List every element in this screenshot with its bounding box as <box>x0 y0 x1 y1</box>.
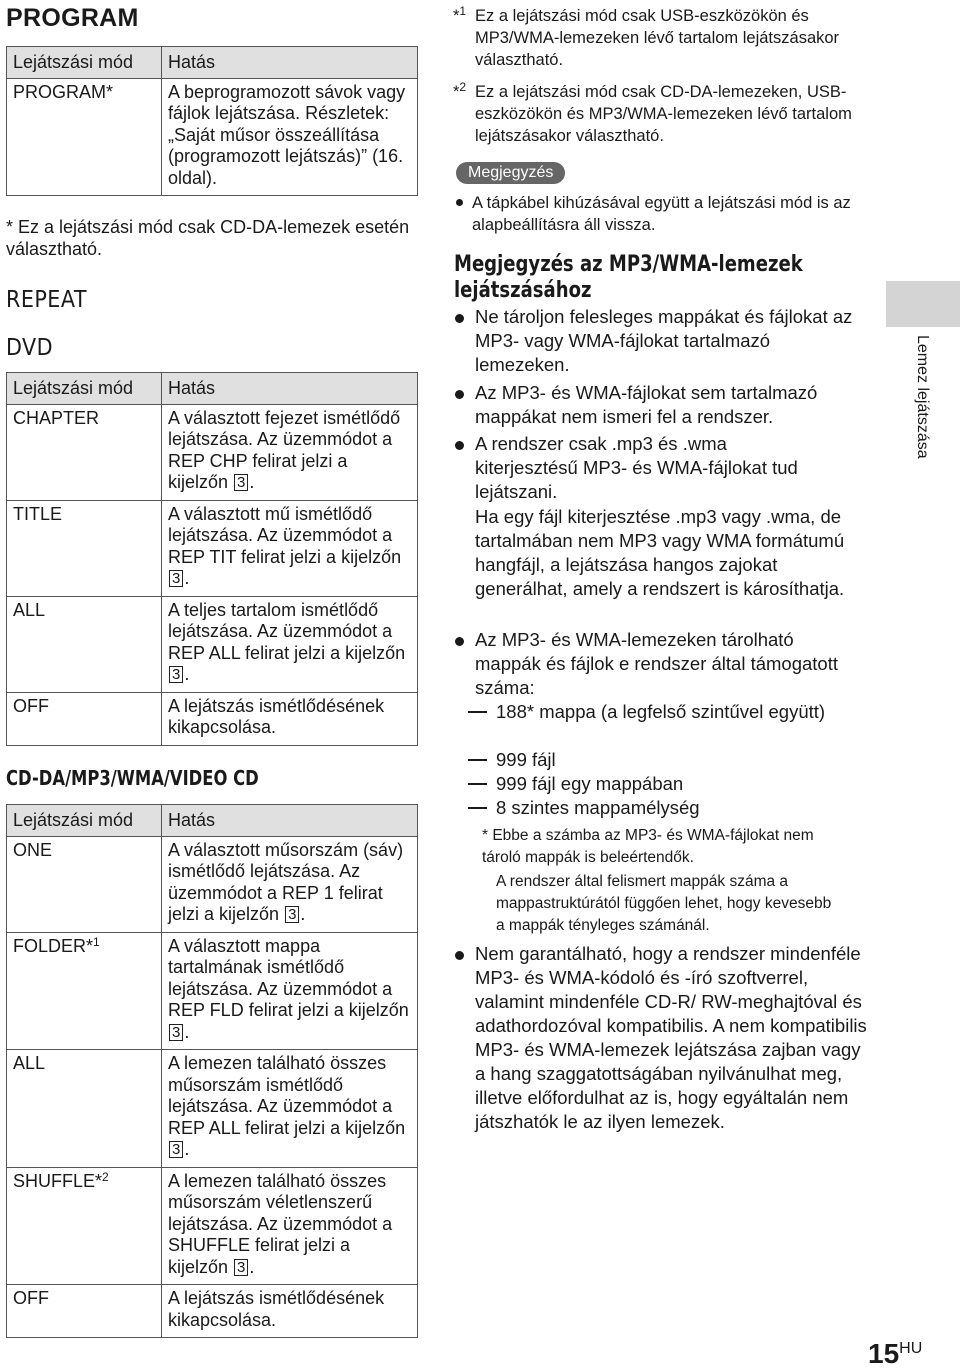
mode-cell: ONE <box>7 836 162 932</box>
effect-cell: A lejátszás ismétlődésének kikapcsolása. <box>162 692 418 745</box>
note-badge: Megjegyzés <box>456 162 565 184</box>
program-table <box>6 46 418 196</box>
effect-cell: A lemezen található összes műsorszám véletlenszerű lejátszása. Az üzemmódot a SHUFFLE felirat jelzi a kijelzőn 3 . <box>162 1167 418 1285</box>
mode-cell: ALL <box>7 1050 162 1168</box>
table-row <box>7 500 418 596</box>
effect-cell: A választott mű ismétlődő lejátszása. Az üzemmódot a REP TIT felirat jelzi a kijelzőn 3 . <box>162 500 418 596</box>
display-ref-3: 3 <box>285 906 299 923</box>
effect-cell: A teljes tartalom ismétlődő lejátszása. Az üzemmódot a REP ALL felirat jelzi a kijelzőn 3 . <box>162 596 418 692</box>
table-header-effect: Hatás <box>162 47 418 79</box>
table-row <box>7 1285 418 1338</box>
mode-cell: FOLDER*$^1$ <box>7 932 162 1050</box>
table-row <box>7 1050 418 1168</box>
mode-cell: SHUFFLE*$^2$ <box>7 1167 162 1285</box>
table-row <box>7 932 418 1050</box>
dvd-table <box>6 372 418 746</box>
table-header-mode: Lejátszási mód <box>7 373 162 405</box>
mode-cell: ALL <box>7 596 162 692</box>
table-header-effect: Hatás <box>162 373 418 405</box>
limit-item: 8 szintes mappamélység <box>496 796 826 820</box>
table-row <box>7 1167 418 1285</box>
list-item: Az MP3- és WMA-fájlokat sem tartalmazó mappákat nem ismeri fel a rendszer. <box>475 381 855 429</box>
footnote-1: *$^1$ Ez a lejátszási mód csak USB-eszközökön és MP3/WMA-lemezeken lévő tartalom lejátszásakor választható. <box>453 4 840 69</box>
effect-cell: A választott műsorszám (sáv) ismétlődő lejátszása. Az üzemmódot a REP 1 felirat jelzi a kijelzőn 3 . <box>162 836 418 932</box>
effect-cell: A választott mappa tartalmának ismétlődő lejátszása. Az üzemmódot a REP FLD felirat jelzi a kijelzőn 3 . <box>162 932 418 1050</box>
effect-cell: A választott fejezet ismétlődő lejátszása. Az üzemmódot a REP CHP felirat jelzi a kijelzőn 3 . <box>162 404 418 500</box>
mode-cell: OFF <box>7 1285 162 1338</box>
table-row <box>7 836 418 932</box>
display-ref-3: 3 <box>234 474 248 491</box>
cd-heading: CD-DA/MP3/WMA/VIDEO CD <box>6 766 259 790</box>
table-row <box>7 78 418 196</box>
list-item: Nem garantálható, hogy a rendszer mindenféle MP3- és WMA-kódoló és -író szoftverrel, valamint mindenféle CD-R/ RW-meghajtóval és adathordozóval kompatibilis. A nem kompatibilis MP3- és WMA-lemezek lejátszása zajban vagy a hang szaggatottságában nyilvánulhat meg, illetve előfordulhat az is, hogy egyáltalán nem játszhatók le az ilyen lemezek. <box>475 942 867 1134</box>
list-item-continuation: Ha egy fájl kiterjesztése .mp3 vagy .wma, de tartalmában nem MP3 vagy WMA formátumú hangfájl, a lejátszása hangos zajokat generálhat, amely a rendszert is károsíthatja. <box>475 506 845 599</box>
repeat-heading: REPEAT <box>6 287 87 313</box>
display-ref-3: 3 <box>169 570 183 587</box>
list-item: Az MP3- és WMA-lemezeken tárolható mappák és fájlok e rendszer által támogatott száma: <box>475 628 845 700</box>
display-ref-3: 3 <box>169 1024 183 1041</box>
limits-footnote-extra: A rendszer által felismert mappák száma a mappastruktúrától függően lehet, hogy kevesebb a mappák tényleges számánál. <box>496 873 832 934</box>
table-row <box>7 596 418 692</box>
table-header-mode: Lejátszási mód <box>7 47 162 79</box>
mode-cell: CHAPTER <box>7 404 162 500</box>
program-footnote: * Ez a lejátszási mód csak CD-DA-lemezek esetén választható. <box>6 217 410 259</box>
limits-footnote: * Ebbe a számba az MP3- és WMA-fájlokat nem tároló mappák is beleértendők. <box>482 827 814 866</box>
limit-item: 999 fájl egy mappában <box>496 772 826 796</box>
limit-item: 188* mappa (a legfelső szintűvel együtt) <box>496 700 826 724</box>
side-section-label: Lemez lejátszása <box>914 335 931 459</box>
table-header-effect: Hatás <box>162 805 418 837</box>
cd-table <box>6 804 418 1338</box>
list-item: A rendszer csak .mp3 és .wma kiterjesztésű MP3- és WMA-fájlokat tud lejátszani. <box>475 432 815 504</box>
table-row <box>7 692 418 745</box>
display-ref-3: 3 <box>169 1141 183 1158</box>
footnote-2: *$^2$ Ez a lejátszási mód csak CD-DA-lemezeken, USB-eszközökön és MP3/WMA-lemezeken lévő tartalom lejátszásakor választható. <box>453 80 852 145</box>
page-number: $15^{HU}$ <box>868 1338 923 1369</box>
list-item: Ne tároljon felesleges mappákat és fájlokat az MP3- vagy WMA-fájlokat tartalmazó lemezeken. <box>475 305 855 377</box>
mp3-heading: Megjegyzés az MP3/WMA-lemezek lejátszásához <box>454 252 803 303</box>
dvd-heading: DVD <box>6 335 54 361</box>
effect-cell: A beprogramozott sávok vagy fájlok lejátszása. Részletek: „Saját műsor összeállítása (programozott lejátszás)” (16. oldal). <box>162 78 418 196</box>
display-ref-3: 3 <box>169 666 183 683</box>
effect-cell: A lemezen található összes műsorszám ismétlődő lejátszása. Az üzemmódot a REP ALL felirat jelzi a kijelzőn 3 . <box>162 1050 418 1168</box>
effect-cell: A lejátszás ismétlődésének kikapcsolása. <box>162 1285 418 1338</box>
side-tab-marker <box>886 281 960 327</box>
limit-item: 999 fájl <box>496 748 826 772</box>
program-heading: PROGRAM <box>6 4 139 32</box>
note-text: A tápkábel kihúzásával együtt a lejátszási mód is az alapbeállításra áll vissza. <box>472 192 872 236</box>
table-header-mode: Lejátszási mód <box>7 805 162 837</box>
table-row <box>7 404 418 500</box>
display-ref-3: 3 <box>234 1259 248 1276</box>
mode-cell: PROGRAM* <box>7 78 162 196</box>
mode-cell: TITLE <box>7 500 162 596</box>
mode-cell: OFF <box>7 692 162 745</box>
